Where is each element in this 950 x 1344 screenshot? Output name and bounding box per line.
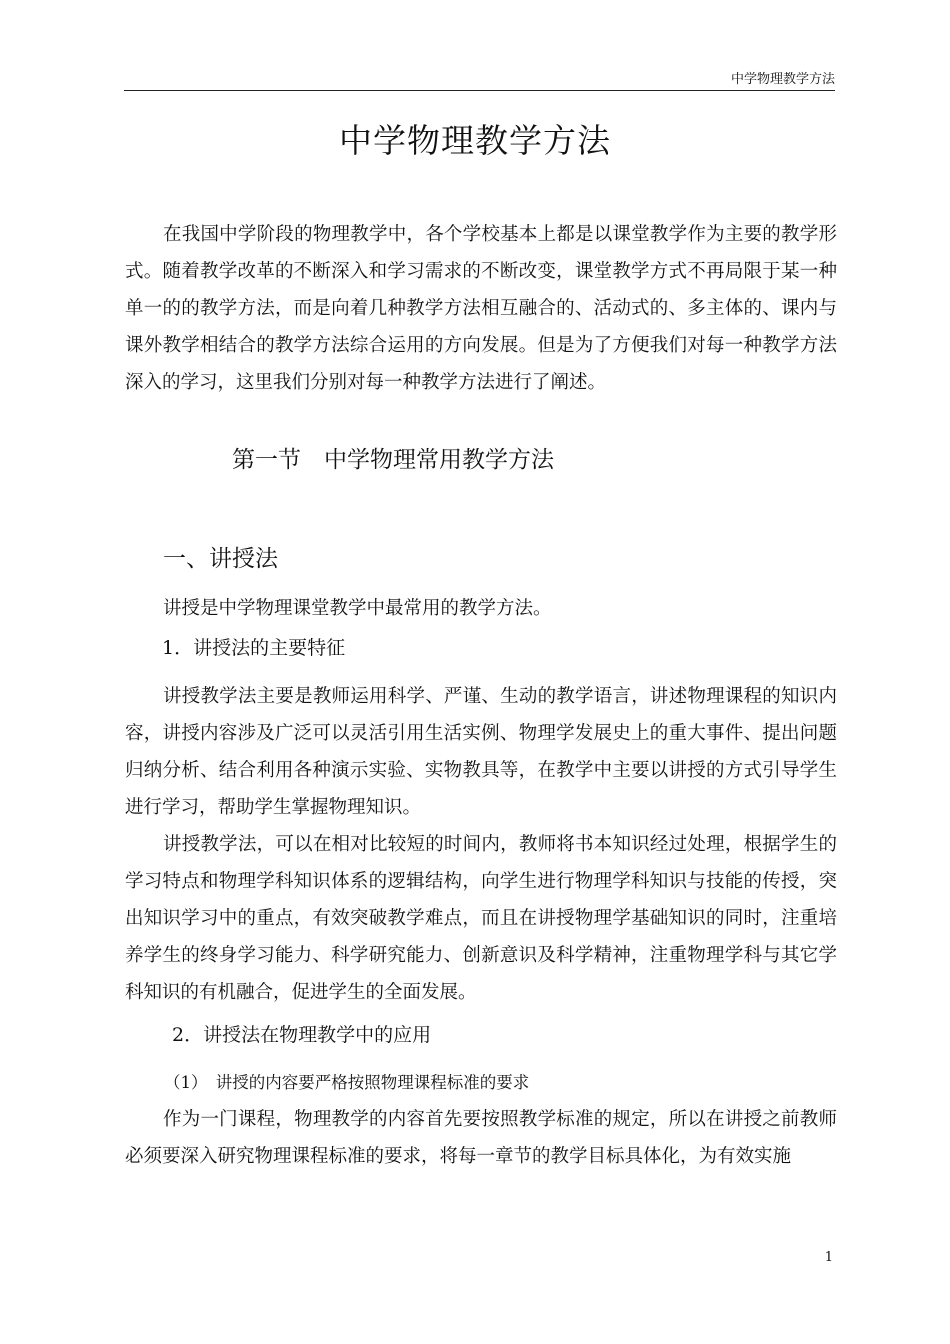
lecture-intro-paragraph: 讲授是中学物理课堂教学中最常用的教学方法。: [163, 598, 552, 619]
document-title: 中学物理教学方法: [339, 121, 611, 160]
header-text: 中学物理教学方法: [730, 72, 835, 87]
page-number: 1: [824, 1250, 833, 1265]
heading-lecture-method: 一、讲授法: [163, 546, 278, 572]
subheading-features: 1．讲授法的主要特征: [162, 637, 346, 659]
features-paragraph-1: 讲授教学法主要是教师运用科学、严谨、生动的教学语言，讲述物理课程的知识内容，讲授内容涉及广泛可以灵活引用生活实例、物理学发展史上的重大事件、提出问题归纳分析、结合利用各种演示实验、实物教具等，在教学中主要以讲授的方式引导学生进行学习，帮助学生掌握物理知识。: [125, 686, 837, 818]
subheading-application: 2．讲授法在物理教学中的应用: [172, 1024, 432, 1046]
features-paragraph-2: 讲授教学法，可以在相对比较短的时间内，教师将书本知识经过处理，根据学生的学习特点和物理学科知识体系的逻辑结构，向学生进行物理学科知识与技能的传授，突出知识学习中的重点，有效突破教学难点，而且在讲授物理学基础知识的同时，注重培养学生的终身学习能力、科学研究能力、创新意识及科学精神，注重物理学科与其它学科知识的有机融合，促进学生的全面发展。: [125, 834, 837, 1003]
application-paragraph: 作为一门课程，物理教学的内容首先要按照教学标准的规定，所以在讲授之前教师必须要深入研究物理课程标准的要求，将每一章节的教学目标具体化，为有效实施: [125, 1109, 837, 1167]
section-title: 第一节 中学物理常用教学方法: [232, 447, 554, 473]
intro-paragraph: 在我国中学阶段的物理教学中，各个学校基本上都是以课堂教学作为主要的教学形式。随着教学改革的不断深入和学习需求的不断改变，课堂教学方式不再局限于某一种单一的的教学方法，而是向着几种教学方法相互融合的、活动式的、多主体的、课内与课外教学相结合的教学方法综合运用的方向发展。但是为了方便我们对每一种教学方法深入的学习，这里我们分别对每一种教学方法进行了阐述。: [125, 224, 837, 393]
page-header: [124, 72, 835, 91]
item-1-title: （1） 讲授的内容要严格按照物理课程标准的要求: [164, 1073, 530, 1092]
